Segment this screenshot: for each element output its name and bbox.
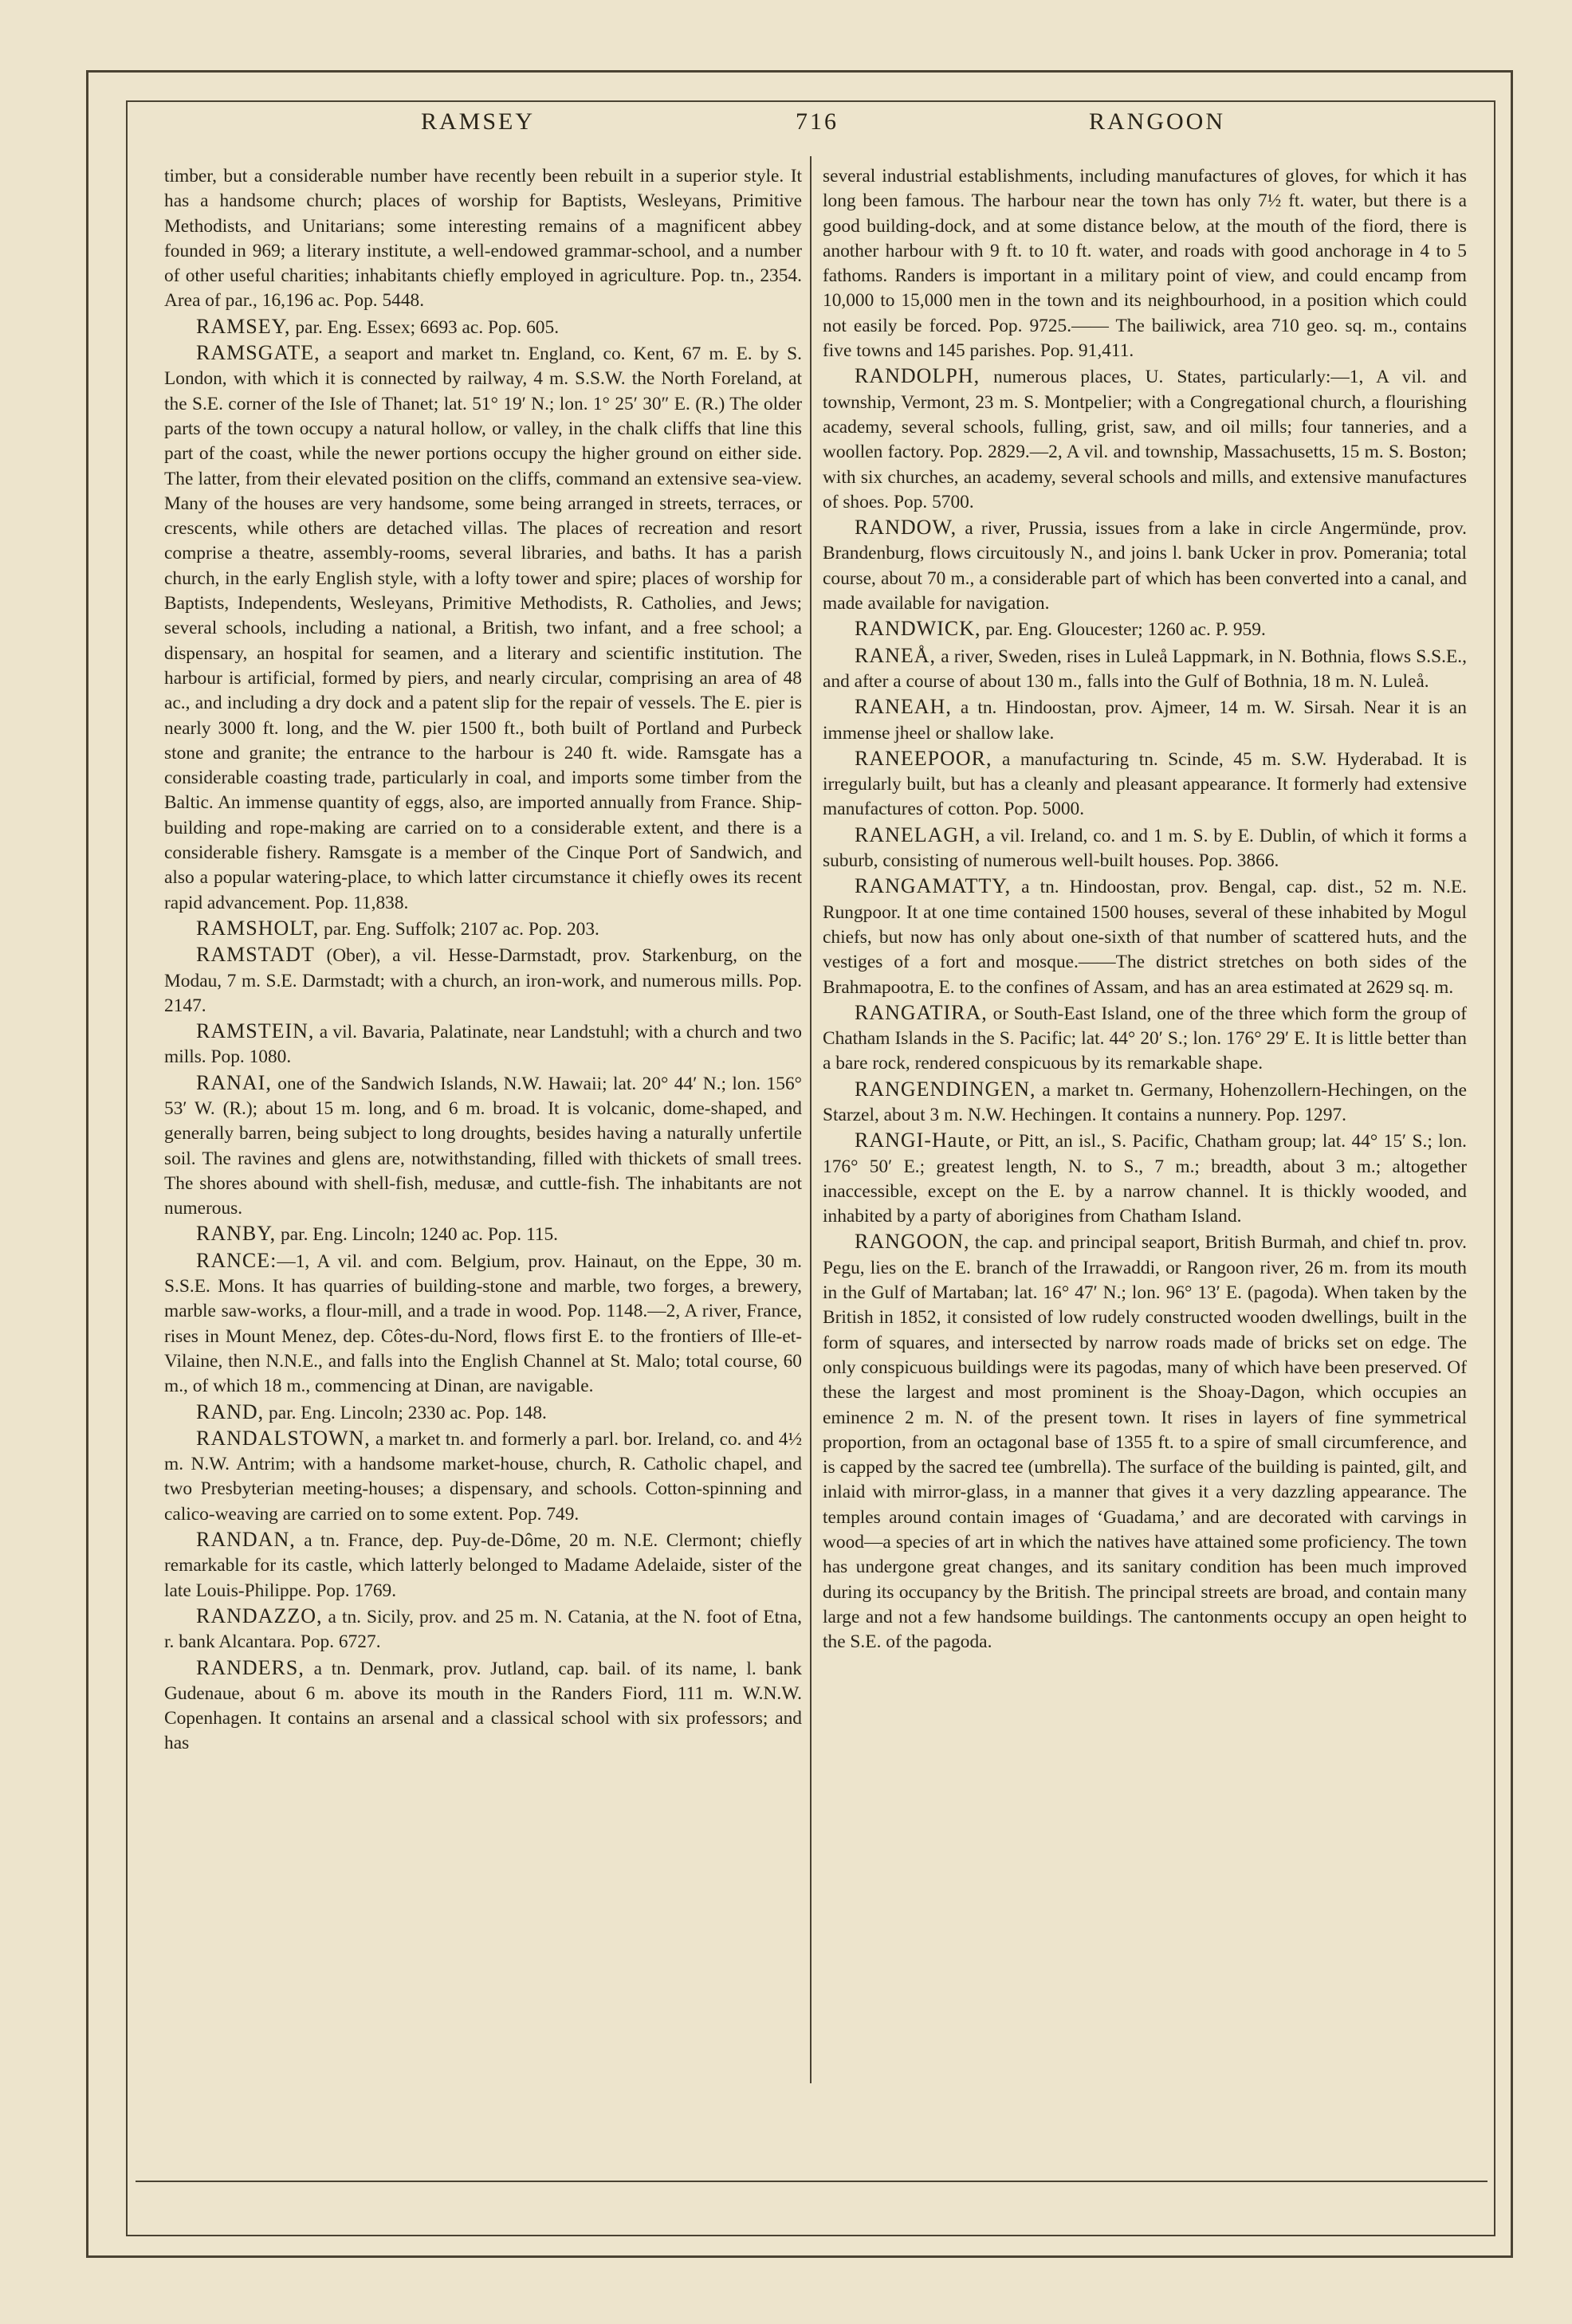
entry-headword: RAMSHOLT, — [196, 916, 320, 940]
entry-headword: RANGI-Haute, — [855, 1129, 992, 1152]
entry-headword: RANDOLPH, — [855, 364, 981, 388]
entry-text: a tn. Denmark, prov. Jutland, cap. bail. of its name, l. bank Gudenaue, about 6 m. above its mouth in the Randers Fiord, 111 m. W.N.W. Copenhagen. It contains an arsenal and a classical school with six professors; and has — [164, 1658, 802, 1754]
gazetteer-entry — [164, 916, 802, 942]
gazetteer-entry — [823, 1229, 1467, 1655]
entry-text: (Ober), a vil. Hesse-Darmstadt, prov. Starkenburg, on the Modau, 7 m. S.E. Darmstadt; with a church, an iron-work, and numerous mills. Pop. 2147. — [164, 945, 802, 1016]
entry-text: par. Eng. Suffolk; 2107 ac. Pop. 203. — [319, 918, 599, 940]
gazetteer-entry — [823, 1000, 1467, 1077]
gazetteer-entry — [164, 1426, 802, 1527]
entry-headword: RANGENDINGEN, — [855, 1077, 1036, 1101]
continued-text: several industrial establishments, including manufactures of gloves, for which it has long been famous. The harbour near the town has only 7½ ft. water, but there is a good building-dock, and at some distance below, at the mouth of the fiord, there is another harbour with 9 ft. to 10 ft. water, and roads with good anchorage in 4 to 5 fathoms. Randers is important in a military point of view, and could encamp from 10,000 to 15,000 men in the town and its neighbourhood, in a position which could not easily be forced. Pop. 9725.—— The bailiwick, area 710 geo. sq. m., contains five towns and 145 parishes. Pop. 91,411. — [823, 166, 1467, 362]
entry-headword: RANDALSTOWN, — [196, 1426, 371, 1450]
entry-headword: RANDAN, — [196, 1528, 296, 1552]
entry-headword: RANELAGH, — [855, 822, 981, 846]
gazetteer-entry — [823, 515, 1467, 616]
entry-headword: RAMSTADT — [196, 943, 315, 967]
entry-text: a vil. Bavaria, Palatinate, near Landstuhl; with a church and two mills. Pop. 1080. — [164, 1022, 802, 1068]
bottom-rule — [136, 2181, 1488, 2182]
entry-text: a river, Sweden, rises in Luleå Lappmark, in N. Bothnia, flows S.S.E., and after a course of about 130 m., falls into the Gulf of Bothnia, 18 m. N. Luleå. — [823, 646, 1467, 692]
gazetteer-entry — [823, 746, 1467, 822]
entry-text: par. Eng. Gloucester; 1260 ac. P. 959. — [981, 619, 1266, 641]
page-number: 716 — [796, 108, 839, 135]
left-column — [164, 164, 802, 2077]
column-divider — [810, 156, 812, 2083]
gazetteer-entry — [164, 1604, 802, 1655]
header-right-guide-word: RANGOON — [1089, 108, 1225, 135]
entry-text: or Pitt, an isl., S. Pacific, Chatham group; lat. 44° 15′ S.; lon. 176° 50′ E.; greatest length, N. to S., 7 m.; breadth, about 3 m.; altogether inaccessible, except on the E. by a narrow channel. It is thickly wooded, and inhabited by a party of aborigines from Chatham Island. — [823, 1131, 1467, 1227]
gazetteer-entry — [164, 1221, 802, 1247]
continued-text: timber, but a considerable number have recently been rebuilt in a superior style. It has a handsome church; places of worship for Baptists, Wesleyans, Primitive Methodists, and Unitarians; some interesting remains of a magnificent abbey founded in 969; a literary institute, a well-endowed grammar-school, and a number of other useful charities; inhabitants chiefly employed in agriculture. Pop. tn., 2354. Area of par., 16,196 ac. Pop. 5448. — [164, 166, 802, 312]
entry-text: par. Eng. Essex; 6693 ac. Pop. 605. — [290, 316, 560, 338]
entry-text: a tn. Hindoostan, prov. Bengal, cap. dist., 52 m. N.E. Rungpoor. It at one time contained 1500 houses, several of these inhabited by Mogul chiefs, but now has only about one-sixth of that number of scattered huts, and the vestiges of a fort and mosque.——The district stretches on both sides of the Brahmapootra, E. to the confines of Assam, and has an area estimated at 2629 sq. m. — [823, 877, 1467, 998]
entry-headword: RAND, — [196, 1400, 265, 1423]
gazetteer-entry — [164, 942, 802, 1019]
entry-headword: RANEEPOOR, — [855, 746, 992, 770]
gazetteer-entry — [823, 873, 1467, 999]
header-left-guide-word: RAMSEY — [421, 108, 536, 135]
entry-headword: RAMSEY, — [196, 314, 291, 338]
entry-headword: RANDERS, — [196, 1655, 305, 1679]
gazetteer-entry — [164, 1400, 802, 1426]
entry-text: a river, Prussia, issues from a lake in circle Angermünde, prov. Brandenburg, flows circuitously N., and joins l. bank Ucker in prov. Pomerania; total course, about 70 m., a considerable part of which has been converted into a canal, and made available for navigation. — [823, 518, 1467, 614]
gazetteer-entry — [823, 822, 1467, 874]
entry-headword: RANDWICK, — [855, 617, 981, 641]
entry-text: a manufacturing tn. Scinde, 45 m. S.W. Hyderabad. It is irregularly built, but has a cleanly and pleasant appearance. It formerly had extensive manufactures of cotton. Pop. 5000. — [823, 748, 1467, 820]
gazetteer-entry — [823, 363, 1467, 515]
entry-text: a market tn. Germany, Hohenzollern-Hechingen, on the Starzel, about 3 m. N.W. Hechingen. It contains a nunnery. Pop. 1297. — [823, 1079, 1467, 1125]
entry-text: par. Eng. Lincoln; 1240 ac. Pop. 115. — [276, 1224, 559, 1246]
gazetteer-entry — [823, 616, 1467, 642]
entry-headword: RANDOW, — [855, 516, 957, 540]
entry-headword: RANGATIRA, — [855, 1000, 988, 1024]
entry-text: one of the Sandwich Islands, N.W. Hawaii; lat. 20° 44′ N.; lon. 156° 53′ W. (R.); about 15 m. long, and 6 m. broad. It is volcanic, dome-shaped, and generally barren, being subject to long droughts, besides having a naturally unfertile soil. The ravines and glens are, notwithstanding, filled with thickets of small trees. The shores abound with shell-fish, medusæ, and cuttle-fish. The inhabitants are not numerous. — [164, 1073, 802, 1219]
entry-headword: RANEÅ, — [855, 643, 937, 667]
entry-text: par. Eng. Lincoln; 2330 ac. Pop. 148. — [264, 1402, 547, 1423]
entry-text: the cap. and principal seaport, British Burmah, and chief tn. prov. Pegu, lies on the E. branch of the Irrawaddi, or Rangoon river, 26 m. from its mouth in the Gulf of Martaban; lat. 16° 47′ N.; lon. 96° 13′ E. (pagoda). When taken by the British in 1852, it consisted of low rudely constructed wooden dwellings, built in the form of squares, and intersected by narrow roads made of bricks set on edge. The only conspicuous buildings were its pagodas, many of which have been preserved. Of these the largest and most prominent is the Shoay-Dagon, which occupies an eminence 2 m. N. of the present town. It rises in layers of fine symmetrical proportion, from an octagonal base of 1355 ft. to a spire of small circumference, and is capped by the sacred tee (umbrella). The surface of the building is painted, gilt, and inlaid with mirror-glass, in a manner that gives it a very dazzling appearance. The temples around contain images of ‘Guadama,’ and are decorated with carvings in wood—a species of art in which the natives have attained some proficiency. The town has undergone great changes, and its sanitary condition has been much improved during its occupancy by the British. The principal streets are broad, and contain many large and not a few handsome buildings. The cantonments occupy an open height to the S.E. of the pagoda. — [823, 1232, 1467, 1653]
entry-text: a market tn. and formerly a parl. bor. Ireland, co. and 4½ m. N.W. Antrim; with a handsome market-house, church, R. Catholic chapel, and two Presbyterian meeting-houses; a dispensary, and schools. Cotton-spinning and calico-weaving are carried on to some extent. Pop. 749. — [164, 1428, 802, 1525]
gazetteer-entry — [164, 1019, 802, 1070]
right-column — [823, 164, 1467, 2077]
gazetteer-entry — [164, 1655, 802, 1757]
entry-text: a tn. Sicily, prov. and 25 m. N. Catania, at the N. foot of Etna, r. bank Alcantara. Pop. 6727. — [164, 1606, 802, 1653]
entry-text: —1, A vil. and com. Belgium, prov. Hainaut, on the Eppe, 30 m. S.S.E. Mons. It has quarries of building-stone and marble, two forges, a brewery, marble saw-works, a flour-mill, and a trade in wood. Pop. 1148.—2, A river, France, rises in Mount Menez, dep. Côtes-du-Nord, flows first E. to the frontiers of Ille-et-Vilaine, then N.N.E., and falls into the English Channel at St. Malo; total course, 60 m., of which 18 m., commencing at Dinan, are navigable. — [164, 1250, 802, 1397]
entry-headword: RANCE: — [196, 1248, 277, 1272]
gazetteer-entry — [164, 1248, 802, 1400]
entry-headword: RAMSTEIN, — [196, 1019, 315, 1043]
entry-text: a vil. Ireland, co. and 1 m. S. by E. Dublin, of which it forms a suburb, consisting of numerous well-built houses. Pop. 3866. — [823, 825, 1467, 872]
entry-text: a seaport and market tn. England, co. Kent, 67 m. E. by S. London, with which it is connected by railway, 4 m. S.S.W. the North Foreland, at the S.E. corner of the Isle of Thanet; lat. 51° 19′ N.; lon. 1° 25′ 30″ E. (R.) The older parts of the town occupy a natural hollow, or valley, in the chalk cliffs that line this part of the coast, while the newer portions occupy the higher ground on either side. The latter, from their elevated position on the cliffs, command an extensive sea-view. Many of the houses are very handsome, some being arranged in streets, terraces, or crescents, while others are detached villas. The places of recreation and resort comprise a theatre, assembly-rooms, several libraries, and baths. It has a parish church, in the early English style, with a lofty tower and spire; places of worship for Baptists, Independents, Wesleyans, Primitive Methodists, R. Catholies, and Jews; several schools, including a national, a British, two infant, and a free school; a dispensary, an hospital for seamen, and a literary and scientific institution. The harbour is artificial, formed by piers, and nearly circular, comprising an area of 48 ac., and including a dry dock and a patent slip for the repair of vessels. The E. pier is nearly 3000 ft. long, and the W. pier 1500 ft., both built of Portland and Purbeck stone and granite; the entrance to the harbour is 240 ft. wide. Ramsgate has a considerable coasting trade, particularly in coal, and imports some timber from the Baltic. An immense quantity of eggs, also, are imported annually from France. Ship-building and rope-making are carried on to a considerable extent, and there is a considerable fishery. Ramsgate is a member of the Cinque Port of Sandwich, and also a popular watering-place, to which latter circumstance it chiefly owes its recent rapid advancement. Pop. 11,838. — [164, 343, 802, 913]
entry-headword: RANAI, — [196, 1070, 272, 1094]
running-header — [126, 108, 1495, 156]
entry-headword: RANBY, — [196, 1222, 277, 1246]
entry-headword: RANDAZZO, — [196, 1604, 323, 1627]
gazetteer-entry — [164, 1527, 802, 1604]
gazetteer-entry — [823, 643, 1467, 695]
entry-text: numerous places, U. States, particularly:—1, A vil. and township, Vermont, 23 m. S. Montpelier; with a Congregational church, a flourishing academy, several schools, fulling, grist, saw, and oil mills; four tanneries, and a woollen factory. Pop. 2829.—2, A vil. and township, Massachusetts, 15 m. S. Boston; with six churches, an academy, several schools and mills, and extensive manufactures of shoes. Pop. 5700. — [823, 367, 1467, 512]
gazetteer-entry — [164, 314, 802, 340]
entry-headword: RANGAMATTY, — [855, 874, 1012, 898]
entry-text: a tn. France, dep. Puy-de-Dôme, 20 m. N.E. Clermont; chiefly remarkable for its castle, which latterly belonged to Madame Adelaide, sister of the late Louis-Philippe. Pop. 1769. — [164, 1530, 802, 1601]
gazetteer-entry — [164, 340, 802, 916]
entry-text: or South-East Island, one of the three which form the group of Chatham Islands in the S. Pacific; lat. 44° 20′ S.; lon. 176° 29′ E. It is little better than a bare rock, rendered conspicuous by its remarkable shape. — [823, 1003, 1467, 1074]
gazetteer-entry — [823, 1077, 1467, 1129]
gazetteer-entry — [823, 694, 1467, 746]
gazetteer-entry — [823, 1128, 1467, 1229]
entry-headword: RANGOON, — [855, 1230, 970, 1254]
entry-headword: RANEAH, — [855, 695, 952, 719]
gazetteer-entry — [164, 1070, 802, 1222]
entry-text: a tn. Hindoostan, prov. Ajmeer, 14 m. W. Sirsah. Near it is an immense jheel or shallow lake. — [823, 697, 1467, 744]
entry-headword: RAMSGATE, — [196, 341, 320, 365]
